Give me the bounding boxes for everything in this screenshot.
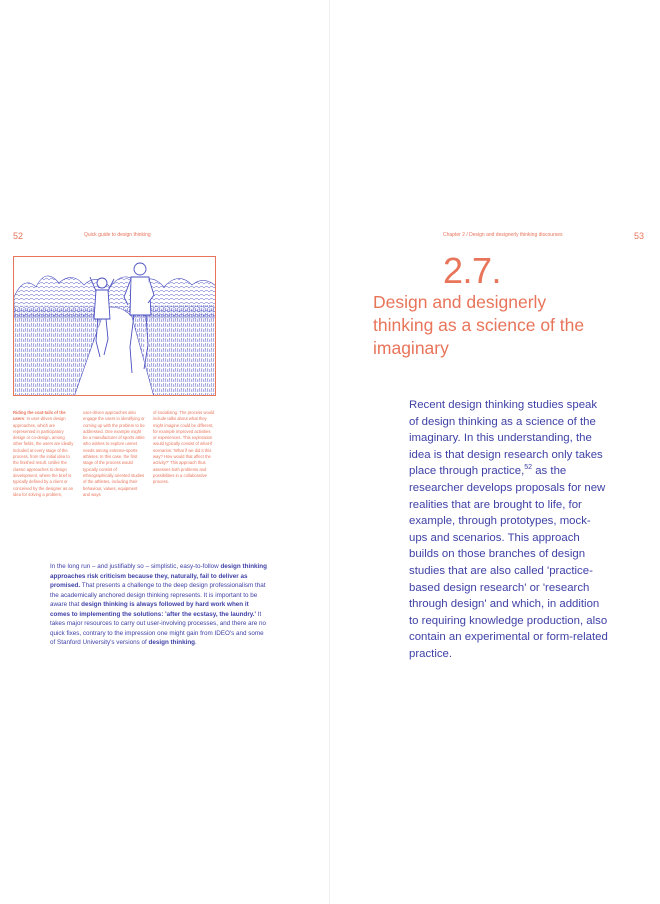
caption-column-2: user-driven approaches also engage the users in identifying or coming up with the problem to be addressed. One example might be a manufacturer of sports attire who wishes to explore unmet needs among extreme-sports athletes. In this case, the first stage of the process would typically consist of ethnographically oriented studies of the athletes, including their behaviour, values, equipment and ways bbox=[83, 410, 145, 497]
body-text: It takes major resources to carry out user-involving processes, and there are no quick fixes, contrary to the impression one might gain from IDEO's and some of Stanford University's versions of bbox=[50, 610, 266, 646]
caption-column-3: of socialising. The process would include talks about what they might imagine could be different, for example improved activities or experiences. This exploration would typically consist of what-if scenarios: 'What if we did it this way? How would that affect the activity?' This approach thus assesses both problems and possibilities in a collaborative process. bbox=[153, 410, 215, 485]
left-running-head: Quick guide to design thinking bbox=[84, 232, 151, 238]
body-text: as the researcher develops proposals for new realities that are brought to life, for example, through prototypes, mock-ups and scenarios. This approach builds on those branches of design studies that are also called 'practice-based design research' or 'research through design' and which, in addition to requiring knowledge production, also contain an experimental or form-related practice. bbox=[409, 465, 608, 660]
section-number: 2.7. bbox=[443, 250, 502, 291]
body-emphasis: design thinking bbox=[148, 639, 196, 646]
page-gutter bbox=[329, 0, 330, 904]
body-emphasis: design thinking is always followed by hard work when it comes to implementing the solutions: 'after the ecstasy, the laundry.' bbox=[50, 601, 257, 618]
body-text: In the long run – and justifiably so – simplistic, easy-to-follow bbox=[50, 563, 221, 570]
right-body-paragraph bbox=[409, 397, 609, 663]
body-text: Recent design thinking studies speak of design thinking as a science of the imaginary. In this understanding, the idea is that design research only takes place through practice, bbox=[409, 399, 603, 478]
body-text: That presents a challenge to the deep design professionalism that the academically anchored design thinking represents. It is important to be aware that bbox=[50, 582, 266, 608]
caption-text-1: : In user-driven design approaches, which are represented in participatory design or co-design, among other fields, the users are ideally included at every stage of the process, from the initial idea to the finished result. Unlike the classic approaches to design development, where the brief is typically defined by a client or conceived by the designer as an idea for solving a problem, bbox=[13, 416, 74, 497]
footnote-reference[interactable]: 52 bbox=[524, 464, 533, 472]
runners-illustration bbox=[13, 256, 216, 396]
body-text: . bbox=[195, 639, 197, 646]
left-body-paragraph bbox=[50, 562, 268, 648]
caption-lead: Riding the coat-tails of the users bbox=[13, 410, 66, 422]
section-title: Design and designerly thinking as a science of the imaginary bbox=[373, 292, 585, 358]
right-page-number: 53 bbox=[634, 231, 645, 241]
right-running-head: Chapter 2 / Design and designerly thinking discourses bbox=[443, 232, 563, 238]
left-page-number: 52 bbox=[13, 231, 24, 241]
body-emphasis: design thinking approaches risk criticism because they, naturally, fail to deliver as promised. bbox=[50, 563, 267, 589]
caption-column-1 bbox=[13, 410, 75, 498]
